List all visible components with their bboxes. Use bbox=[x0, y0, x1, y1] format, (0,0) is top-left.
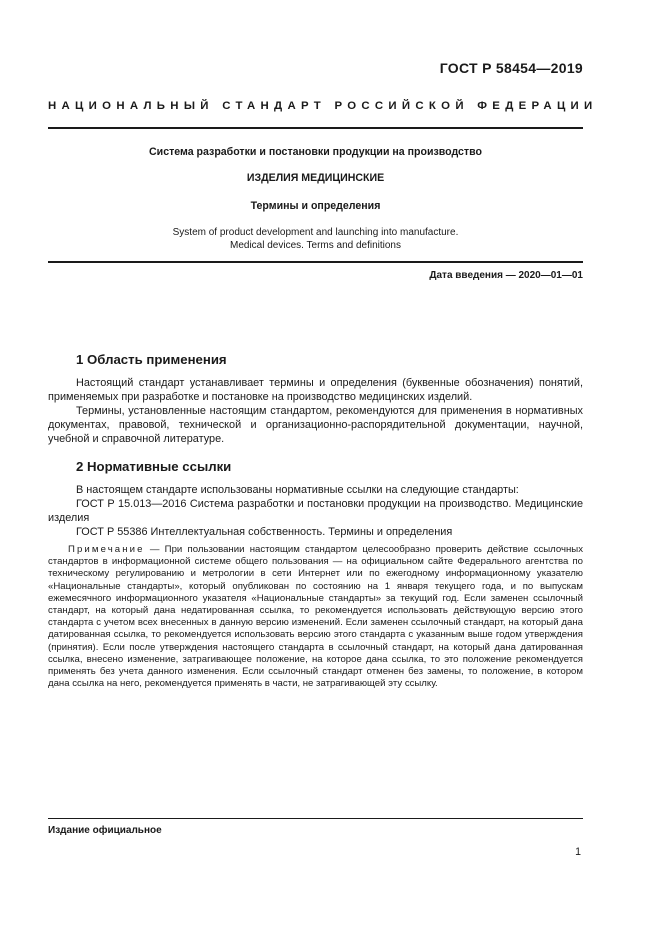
reference-2: ГОСТ Р 55386 Интеллектуальная собственность. Термины и определения bbox=[76, 526, 453, 538]
document-number: ГОСТ Р 58454—2019 bbox=[439, 60, 583, 76]
standard-subtitle: Термины и определения bbox=[250, 200, 381, 212]
title-bottom-rule bbox=[48, 261, 583, 263]
national-standard-banner: НАЦИОНАЛЬНЫЙ СТАНДАРТ РОССИЙСКОЙ ФЕДЕРАЦИИ bbox=[48, 100, 598, 112]
standard-main-title: ИЗДЕЛИЯ МЕДИЦИНСКИЕ bbox=[246, 172, 385, 184]
english-title bbox=[48, 226, 583, 252]
note-label: Примечание bbox=[68, 544, 145, 555]
official-edition-label: Издание официальное bbox=[48, 825, 162, 836]
section-1-paragraph-1: Настоящий стандарт устанавливает термины и определения (буквенные обозначения) понятий, применяемых при разработке и постановке на производство медицинских изделий. bbox=[48, 377, 583, 403]
standard-system-title: Система разработки и постановки продукции на производство bbox=[149, 146, 482, 158]
section-1-paragraph-2: Термины, установленные настоящим стандартом, рекомендуются для применения в нормативных документах, правовой, технической и организационно-распорядительной документации, научной, учебной и справочной литературе. bbox=[48, 405, 583, 445]
footer-rule bbox=[48, 818, 583, 819]
section-1-heading: 1 Область применения bbox=[76, 352, 227, 367]
note-text: — При пользовании настоящим стандартом целесообразно проверить действие ссылочных стандартов в информационной системе общего пользования — на официальном сайте Федерального агентства по техническому регулированию и метрологии в сети Интернет или по ежегодному информационному указателю «Национальные стандарты», который опубликован по состоянию на 1 января текущего года, и по выпускам ежемесячного информационного указателя «Национальные стандарты» за текущий год. Если заменен ссылочный стандарт, на который дана недатированная ссылка, то рекомендуется использовать действующую версию этого стандарта с учетом всех внесенных в данную версию изменений. Если заменен ссылочный стандарт, на который дана датированная ссылка, то рекомендуется использовать версию этого стандарта с указанным выше годом утверждения (принятия). Если после утверждения настоящего стандарта в ссылочный стандарт, на который дана датированная ссылка, внесено изменение, затрагивающее положение, на которое дана ссылка, то это положение рекомендуется применять без учета данного изменения. Если ссылочный стандарт отменен без замены, то положение, в котором дана ссылка на него, рекомендуется применять в части, не затрагивающей эту ссылку. bbox=[48, 544, 584, 690]
section-2-heading: 2 Нормативные ссылки bbox=[76, 459, 232, 474]
english-title-line1: System of product development and launching into manufacture. bbox=[172, 227, 459, 238]
page-number: 1 bbox=[575, 846, 581, 858]
section-2-intro: В настоящем стандарте использованы нормативные ссылки на следующие стандарты: bbox=[76, 484, 519, 496]
introduction-date: Дата введения — 2020—01—01 bbox=[429, 270, 583, 281]
english-title-line2: Medical devices. Terms and definitions bbox=[229, 240, 401, 251]
note-block bbox=[48, 544, 583, 690]
top-rule bbox=[48, 127, 583, 129]
reference-1: ГОСТ Р 15.013—2016 Система разработки и постановки продукции на производство. Медицинские изделия bbox=[48, 498, 583, 524]
